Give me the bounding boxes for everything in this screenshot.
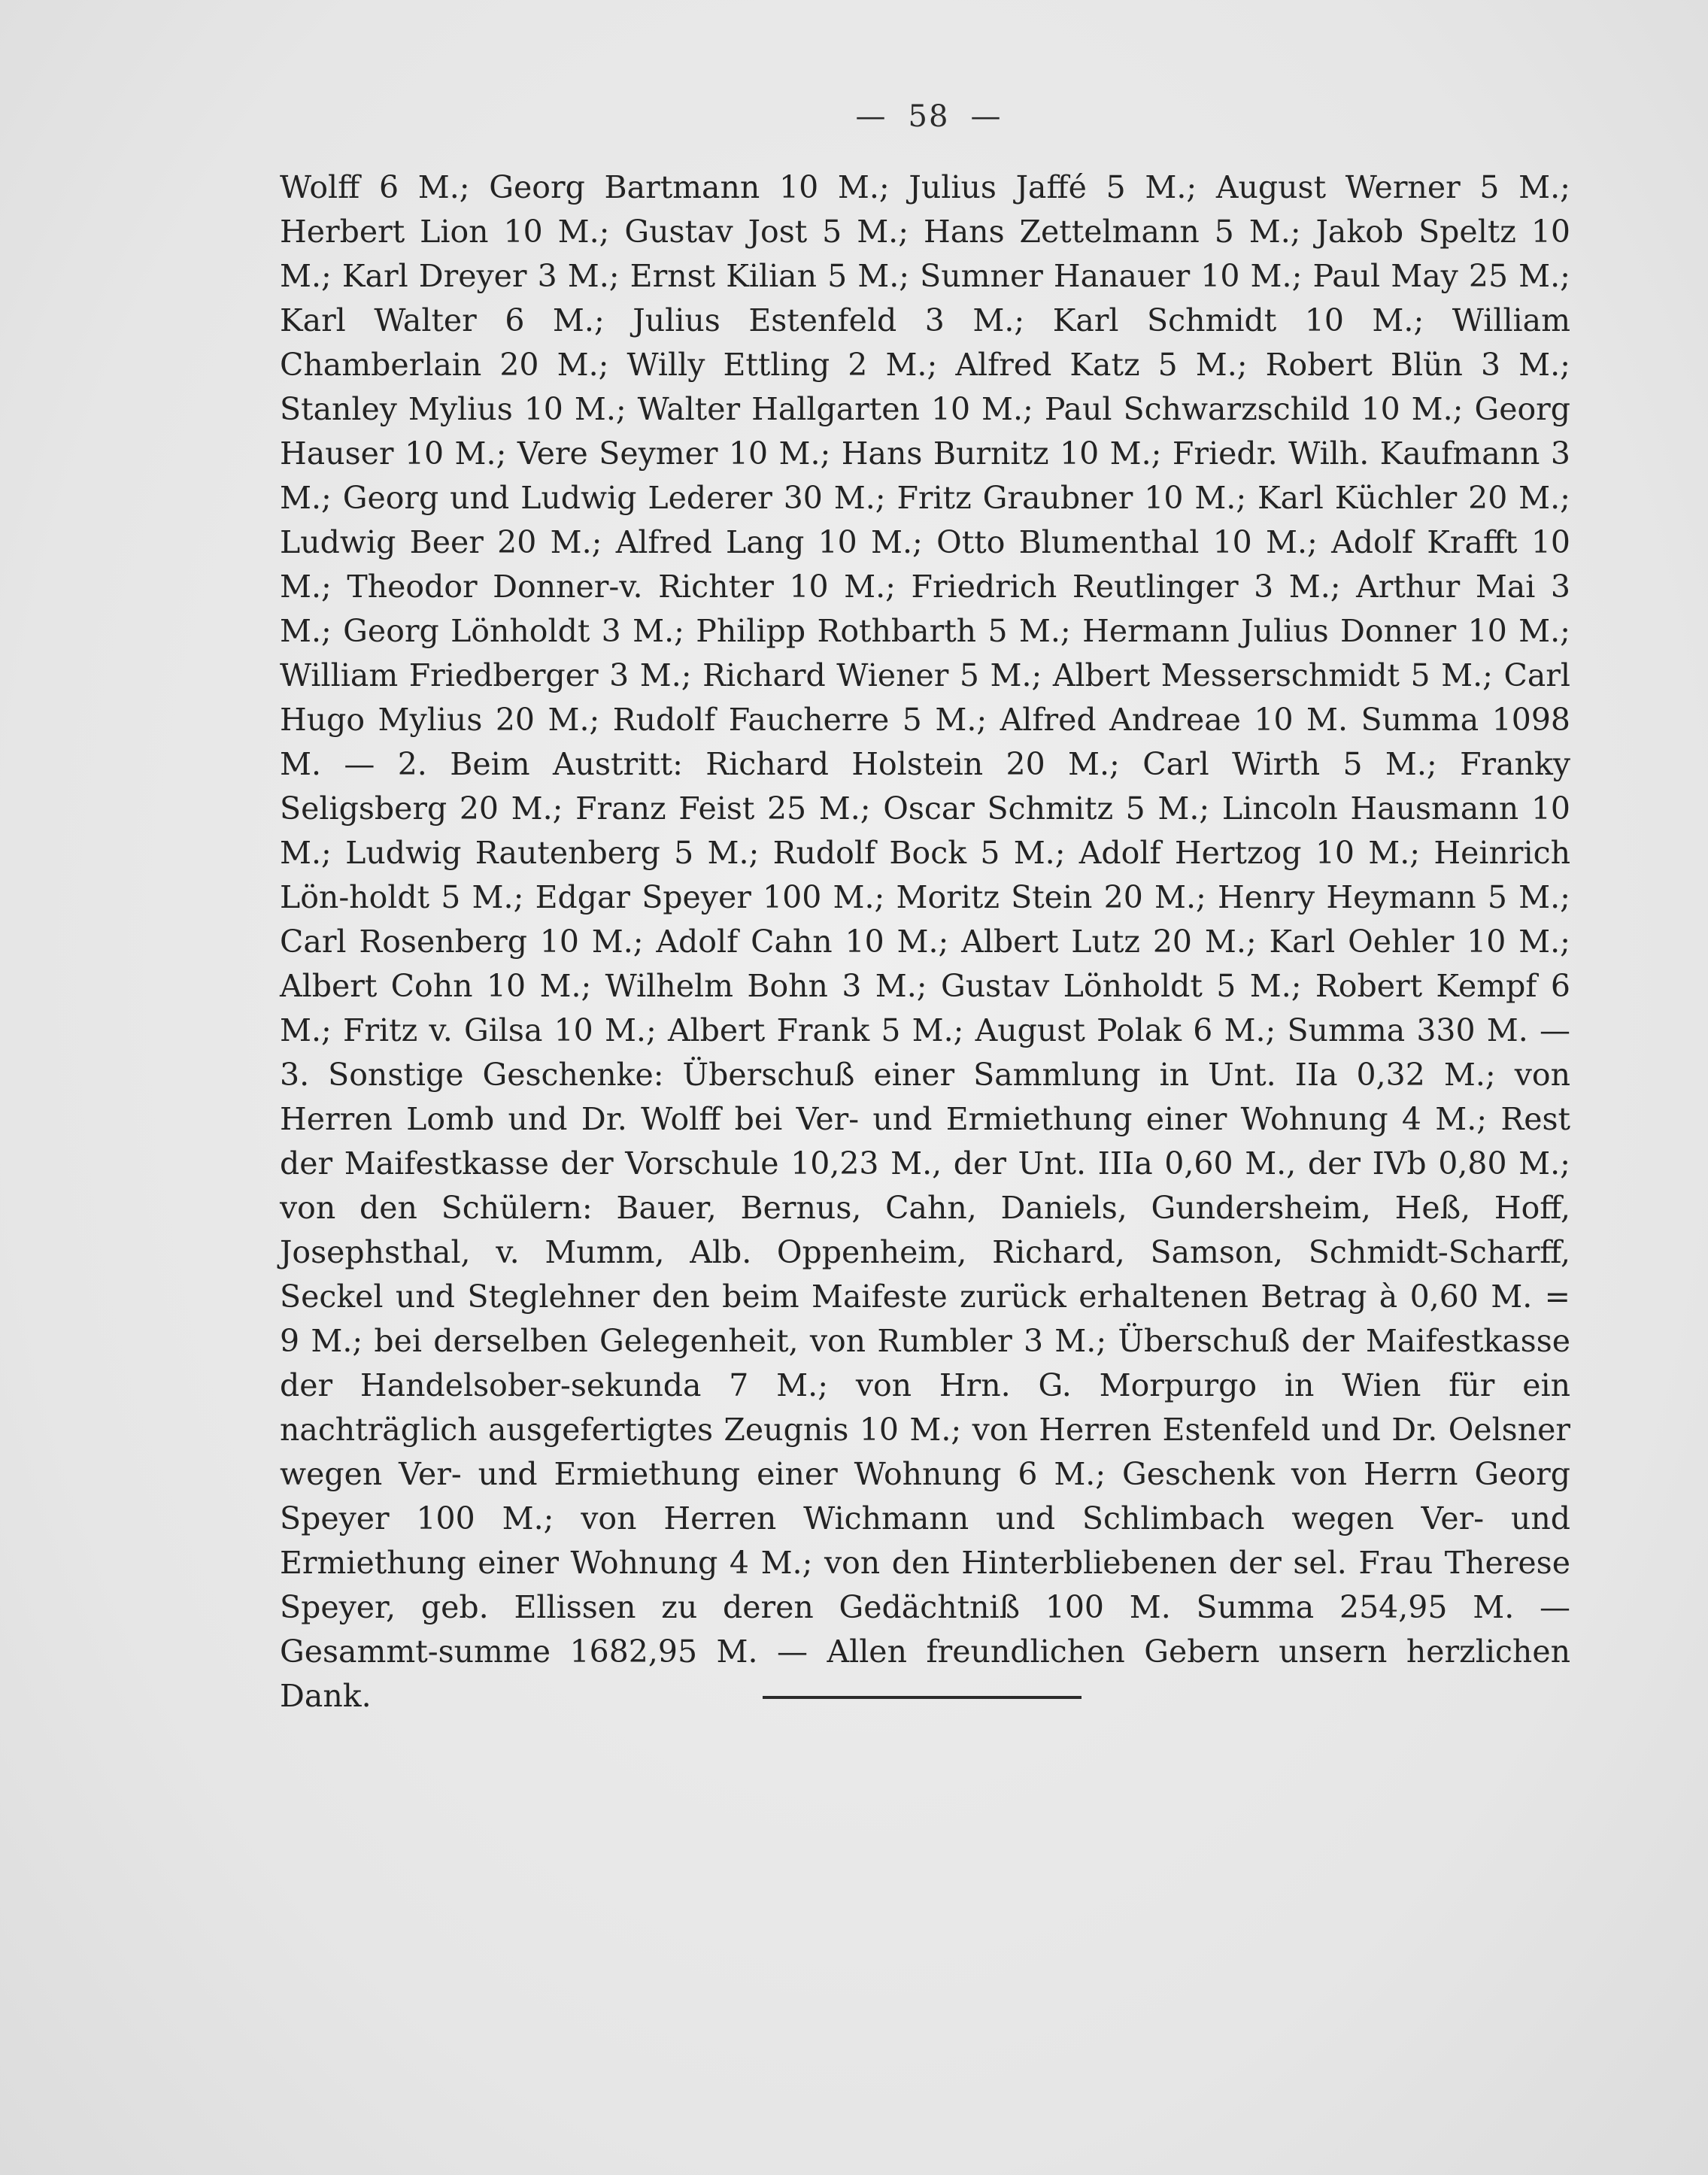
page-number: 58 — [908, 99, 950, 134]
donation-list-paragraph: Wolff 6 M.; Georg Bartmann 10 M.; Julius Jaffé 5 M.; August Werner 5 M.; Herbert Lion 10 M.; Gustav Jost 5 M.; Hans Zettelmann 5 M.; Jakob Speltz 10 M.; Karl Dreyer 3 M.; Ernst Kilian 5 M.; Sumner Hanauer 10 M.; Paul May 25 M.; Karl Walter 6 M.; Julius Estenfeld 3 M.; Karl Schmidt 10 M.; William Chamberlain 20 M.; Willy Ettling 2 M.; Alfred Katz 5 M.; Robert Blün 3 M.; Stanley Mylius 10 M.; Walter Hallgarten 10 M.; Paul Schwarzschild 10 M.; Georg Hauser 10 M.; Vere Seymer 10 M.; Hans Burnitz 10 M.; Friedr. Wilh. Kaufmann 3 M.; Georg und Ludwig Lederer 30 M.; Fritz Graubner 10 M.; Karl Küchler 20 M.; Ludwig Beer 20 M.; Alfred Lang 10 M.; Otto Blumenthal 10 M.; Adolf Krafft 10 M.; Theodor Donner-v. Richter 10 M.; Friedrich Reutlinger 3 M.; Arthur Mai 3 M.; Georg Lönholdt 3 M.; Philipp Rothbarth 5 M.; Hermann Julius Donner 10 M.; William Friedberger 3 M.; Richard Wiener 5 M.; Albert Messerschmidt 5 M.; Carl Hugo Mylius 20 M.; Rudolf Faucherre 5 M.; Alfred Andreae 10 M. Summa 1098 M. — 2. Beim Austritt: Richard Holstein 20 M.; Carl Wirth 5 M.; Franky Seligsberg 20 M.; Franz Feist 25 M.; Oscar Schmitz 5 M.; Lincoln Hausmann 10 M.; Ludwig Rautenberg 5 M.; Rudolf Bock 5 M.; Adolf Hertzog 10 M.; Heinrich Lön-holdt 5 M.; Edgar Speyer 100 M.; Moritz Stein 20 M.; Henry Heymann 5 M.; Carl Rosenberg 10 M.; Adolf Cahn 10 M.; Albert Lutz 20 M.; Karl Oehler 10 M.; Albert Cohn 10 M.; Wilhelm Bohn 3 M.; Gustav Lönholdt 5 M.; Robert Kempf 6 M.; Fritz v. Gilsa 10 M.; Albert Frank 5 M.; August Polak 6 M.; Summa 330 M. — 3. Sonstige Geschenke: Überschuß einer Sammlung in Unt. IIa 0,32 M.; von Herren Lomb und Dr. Wolff bei Ver- und Ermiethung einer Wohnung 4 M.; Rest der Maifestkasse der Vorschule 10,23 M., der Unt. IIIa 0,60 M., der IVb 0,80 M.; von den Schülern: Bauer, Bernus, Cahn, Daniels, Gundersheim, Heß, Hoff, Josephsthal, v. Mumm, Alb. Oppenheim, Richard, Samson, Schmidt-Scharff, Seckel und Steglehner den beim Maifeste zurück erhaltenen Betrag à 0,60 M. = 9 M.; bei derselben Gelegenheit, von Rumbler 3 M.; Überschuß der Maifestkasse der Handelsober-sekunda 7 M.; von Hrn. G. Morpurgo in Wien für ein nachträglich ausgefertigtes Zeugnis 10 M.; von Herren Estenfeld und Dr. Oelsner wegen Ver- und Ermiethung einer Wohnung 6 M.; Geschenk von Herrn Georg Speyer 100 M.; von Herren Wichmann und Schlimbach wegen Ver- und Ermiethung einer Wohnung 4 M.; von den Hinterbliebenen der sel. Frau Therese Speyer, geb. Ellissen zu deren Gedächtniß 100 M. Summa 254,95 M. — Gesammt-summe 1682,95 M. — Allen freundlichen Gebern unsern herzlichen Dank. — [280, 169, 1570, 1714]
end-rule — [763, 1696, 1082, 1699]
page-number-dash-left: — — [855, 99, 887, 134]
page-number-line — [816, 99, 1042, 134]
page-number-dash-right: — — [970, 99, 1003, 134]
